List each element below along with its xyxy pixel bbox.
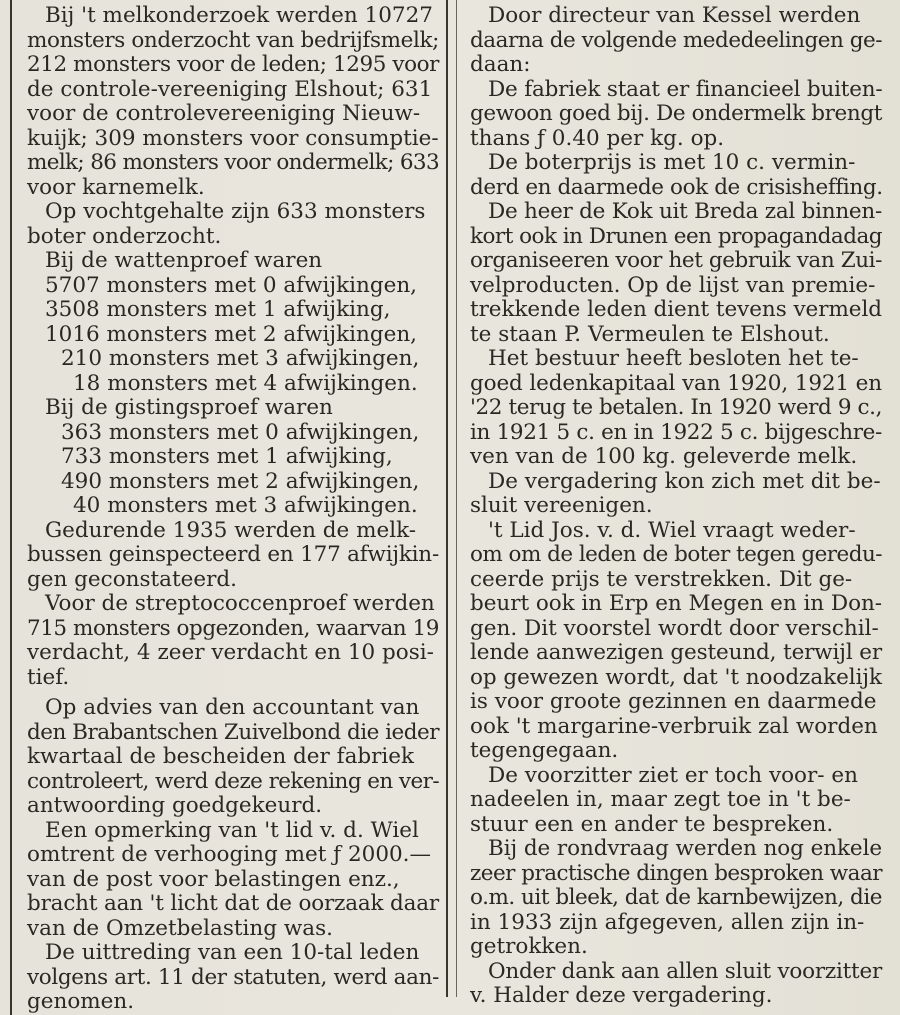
text-line: gewoon goed bij. De ondermelk brengt [470,101,882,126]
text-line: velproducten. Op de lijst van premie- [470,272,876,298]
text-line: gen geconstateerd. [27,566,237,592]
paragraph-ledenkapitaal [470,347,882,470]
text-line: in 1933 zijn afgegeven, allen zijn in- [470,909,865,935]
text-line: kort ook in Drunen een propagandadag [470,223,882,249]
list-wattenproef [27,274,439,397]
text-line: o.m. uit bleek, dat de karnbewijzen, die [470,885,882,910]
text-line: van de post voor belastingen enz., [27,866,400,892]
text-line: 715 monsters opgezonden, waarvan 19 [27,615,439,641]
text-line: derd en daarmede ook de crisisheffing. [470,174,883,200]
paragraph-directeur [470,4,882,78]
text-line: op gewezen wordt, dat 't noodzakelijk [470,664,882,690]
list-item: 210 monsters met 3 afwijkingen, [61,346,420,371]
text-line: bussen geinspecteerd en 177 afwijkin- [27,542,439,567]
text-line: 't Lid Jos. v. d. Wiel vraagt weder- [488,517,856,543]
text-line: bracht aan 't licht dat de oorzaak daar [27,891,439,916]
list-item: 490 monsters met 2 afwijkingen, [61,468,420,494]
text-line: De fabriek staat er financieel buiten- [488,76,883,102]
text-line: ven van de 100 kg. geleverde melk. [470,444,858,469]
right-column [470,4,882,1009]
text-line: v. Halder deze vergadering. [470,983,773,1008]
text-line: De voorzitter ziet er toch voor- en [488,762,858,788]
paragraph-boterprijs [470,151,882,200]
list-item: 18 monsters met 4 afwijkingen. [73,370,418,396]
paragraph-uittreding [27,941,439,1015]
paragraph-slot [470,960,882,1009]
text-line: tief. [27,664,70,690]
paragraph-voorzitter [470,764,882,838]
text-line: De boterprijs is met 10 c. vermin- [488,150,856,175]
text-line: volgens art. 11 der statuten, werd aan- [27,964,440,990]
text-line: trekkende leden dient tevens vermeld [470,297,882,322]
column-divider-thin [456,0,457,997]
text-line: is voor groote gezinnen en daarmede [470,689,877,714]
text-line: melk; 86 monsters voor ondermelk; 633 [27,150,439,175]
paragraph-rondvraag [470,837,882,960]
text-line: Bij de wattenproef waren [45,248,323,273]
paragraph-melkonderzoek [27,4,439,200]
heading-gistingsproef [27,396,439,421]
text-line: Onder dank aan allen sluit voorzitter [488,958,882,984]
text-line: Bij de rondvraag werden nog enkele [488,836,882,861]
text-line: de controle-vereeniging Elshout; 631 [27,76,433,102]
text-line: getrokken. [470,934,588,959]
text-line: in 1921 5 c. en in 1922 5 c. bijgeschre- [470,419,882,445]
list-item: 5707 monsters met 0 afwijkingen, [45,272,418,298]
list-item: 3508 monsters met 1 afwijking, [45,297,391,322]
text-line: nadeelen in, maar zegt toe in 't be- [470,787,851,812]
paragraph-wiel [470,519,882,764]
text-line: Op advies van den accountant van [45,695,420,720]
text-line: thans ƒ 0.40 per kg. op. [470,125,725,151]
text-line: daarna de volgende mededeelingen ge- [470,27,882,53]
text-line: antwoording goedgekeurd. [27,793,323,818]
text-line: lende aanwezigen gesteund, terwijl er [470,640,882,665]
text-line: beurt ook in Erp en Megen en in Don- [470,591,882,616]
text-line: kuijk; 309 monsters voor consumptie- [27,125,439,151]
text-line: Gedurende 1935 werden de melk- [45,517,417,543]
paragraph-propagandadag [470,200,882,347]
paragraph-fabriek [470,78,882,152]
paragraph-melkbussen [27,519,439,593]
text-line: sluit vereenigen. [470,493,653,518]
list-item: 363 monsters met 0 afwijkingen, [61,419,420,445]
text-line: organiseeren voor het gebruik van Zui- [470,248,882,273]
text-line: van de Omzetbelasting was. [27,915,333,941]
text-line: gen. Dit voorstel wordt door verschil- [470,615,879,641]
text-line: De uittreding van een 10-tal leden [45,940,420,965]
text-line: kwartaal de bescheiden der fabriek [27,744,415,769]
text-line: 212 monsters voor de leden; 1295 voor [27,52,439,77]
text-line: Voor de streptococcenproef werden [45,591,435,616]
text-line: Een opmerking van 't lid v. d. Wiel [45,817,419,843]
text-line: Op vochtgehalte zijn 633 monsters [45,199,426,224]
text-line: genomen. [27,989,135,1014]
paragraph-opmerking [27,819,439,942]
text-line: voor de controlevereeniging Nieuw- [27,101,421,126]
text-line: ook 't margarine-verbruik zal worden [470,713,878,739]
text-line: Het bestuur heeft besloten het te- [488,346,859,371]
text-line: boter onderzocht. [27,223,222,249]
text-line: tegengegaan. [470,738,619,763]
text-line: verdacht, 4 zeer verdacht en 10 posi- [27,640,434,665]
text-line: De heer de Kok uit Breda zal binnen- [488,199,882,224]
paragraph-streptococcen [27,592,439,690]
heading-wattenproef [27,249,439,274]
paragraph-vergadering [470,470,882,519]
paragraph-vochtgehalte [27,200,439,249]
text-line: ceerde prijs te verstrekken. Dit ge- [470,566,853,592]
text-line: stuur een en ander te bespreken. [470,811,834,837]
text-line: Door directeur van Kessel werden [488,3,861,28]
text-line: Bij 't melkonderzoek werden 10727 [45,3,433,28]
list-item: 40 monsters met 3 afwijkingen. [73,493,418,518]
list-item: 733 monsters met 1 afwijking, [61,444,393,469]
text-line: De vergadering kon zich met dit be- [488,468,881,494]
left-column-rule [10,0,12,1015]
list-item: 1016 monsters met 2 afwijkingen, [45,321,418,347]
text-line: Bij de gistingsproef waren [45,395,333,420]
text-line: voor karnemelk. [27,174,205,200]
text-line: monsters onderzocht van bedrijfsmelk; [27,27,439,53]
column-divider [446,0,448,997]
paragraph-accountant [27,696,439,819]
left-column [27,4,439,1015]
text-line: den Brabantschen Zuivelbond die ieder [27,719,439,745]
text-line: om om de leden de boter tegen geredu- [470,542,882,567]
text-line: controleert, werd deze rekening en ver- [27,768,439,794]
text-line: '22 terug te betalen. In 1920 werd 9 c., [470,395,882,420]
list-gistingsproef [27,421,439,519]
text-line: goed ledenkapitaal van 1920, 1921 en [470,370,882,396]
text-line: te staan P. Vermeulen te Elshout. [470,321,830,347]
text-line: omtrent de verhooging met ƒ 2000.— [27,842,432,867]
text-line: zeer practische dingen besproken waar [470,860,882,886]
text-line: daan: [470,52,531,77]
